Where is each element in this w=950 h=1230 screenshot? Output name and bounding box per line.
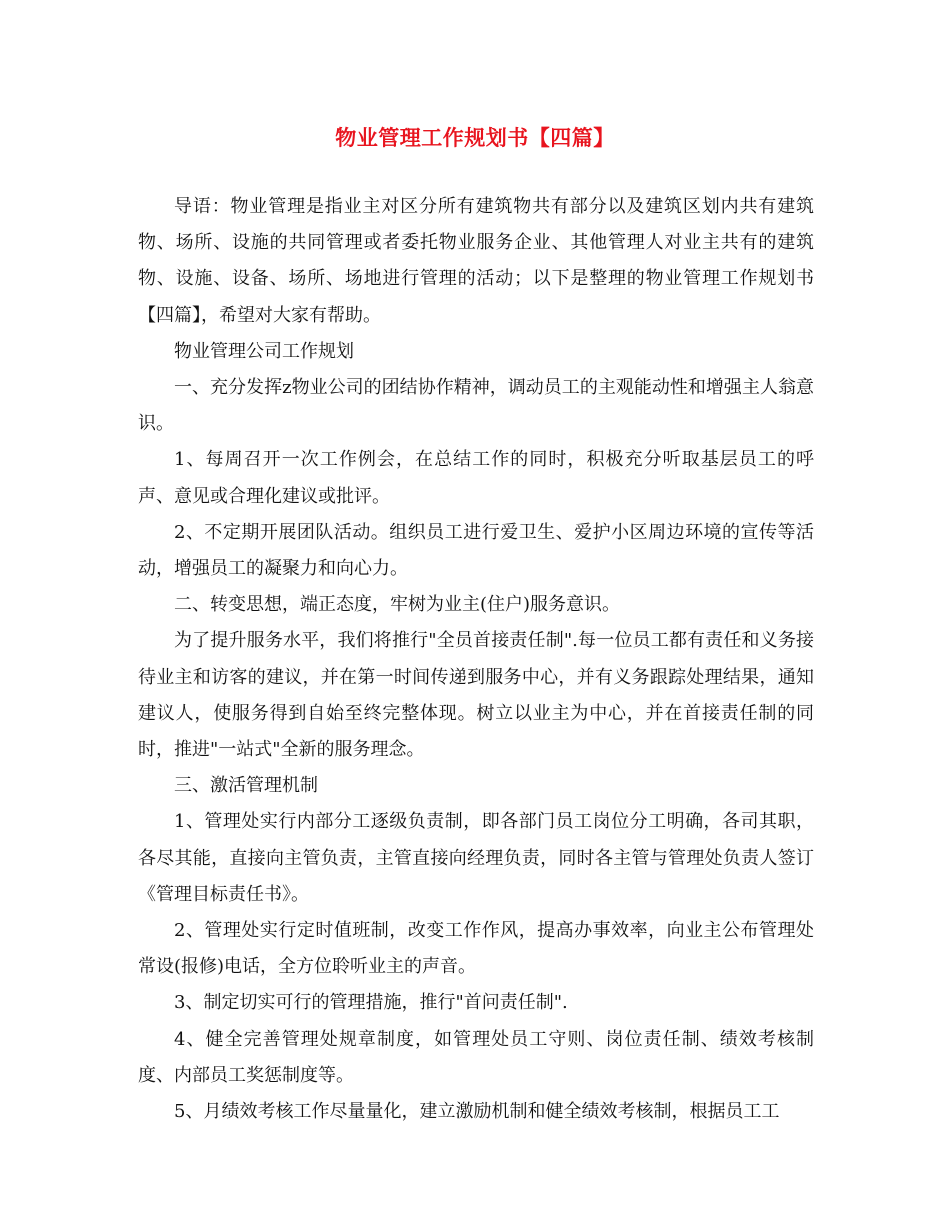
paragraph: 二、转变思想，端正态度，牢树为业主(住户)服务意识。 <box>174 594 621 616</box>
paragraph-intro: 导语：物业管理是指业主对区分所有建筑物共有部分以及建筑区划内共有建筑物、场所、设施的共同管理或者委托物业服务企业、其他管理人对业主共有的建筑物、设施、设备、场所、场地进行管理的活动；以下是整理的物业管理工作规划书【四篇】，希望对大家有帮助。 <box>138 196 814 326</box>
section-heading: 物业管理公司工作规划 <box>174 340 354 362</box>
paragraph: 1、管理处实行内部分工逐级负责制，即各部门员工岗位分工明确，各司其职，各尽其能，直接向主管负责，主管直接向经理负责，同时各主管与管理处负责人签订《管理目标责任书》。 <box>138 811 814 905</box>
paragraph: 三、激活管理机制 <box>174 775 318 797</box>
paragraph: 5、月绩效考核工作尽量量化，建立激励机制和健全绩效考核制，根据员工工 <box>174 1101 780 1123</box>
document-title: 物业管理工作规划书【四篇】 <box>335 125 615 150</box>
paragraph: 3、制定切实可行的管理措施，推行"首问责任制". <box>174 992 568 1014</box>
paragraph: 2、不定期开展团队活动。组织员工进行爱卫生、爱护小区周边环境的宣传等活动，增强员工的凝聚力和向心力。 <box>138 521 814 580</box>
paragraph: 4、健全完善管理处规章制度，如管理处员工守则、岗位责任制、绩效考核制度、内部员工奖惩制度等。 <box>138 1028 814 1086</box>
document-body <box>138 189 814 1130</box>
paragraph: 2、管理处实行定时值班制，改变工作作风，提高办事效率，向业主公布管理处常设(报修)电话，全方位聆听业主的声音。 <box>138 920 814 978</box>
paragraph: 1、每周召开一次工作例会，在总结工作的同时，积极充分听取基层员工的呼声、意见或合理化建议或批评。 <box>138 449 814 507</box>
paragraph: 一、充分发挥z物业公司的团结协作精神，调动员工的主观能动性和增强主人翁意识。 <box>138 377 814 435</box>
paragraph: 为了提升服务水平，我们将推行"全员首接责任制".每一位员工都有责任和义务接待业主和访客的建议，并在第一时间传递到服务中心，并有义务跟踪处理结果，通知建议人，使服务得到自始至终完整体现。树立以业主为中心，并在首接责任制的同时，推进"一站式"全新的服务理念。 <box>138 630 814 761</box>
